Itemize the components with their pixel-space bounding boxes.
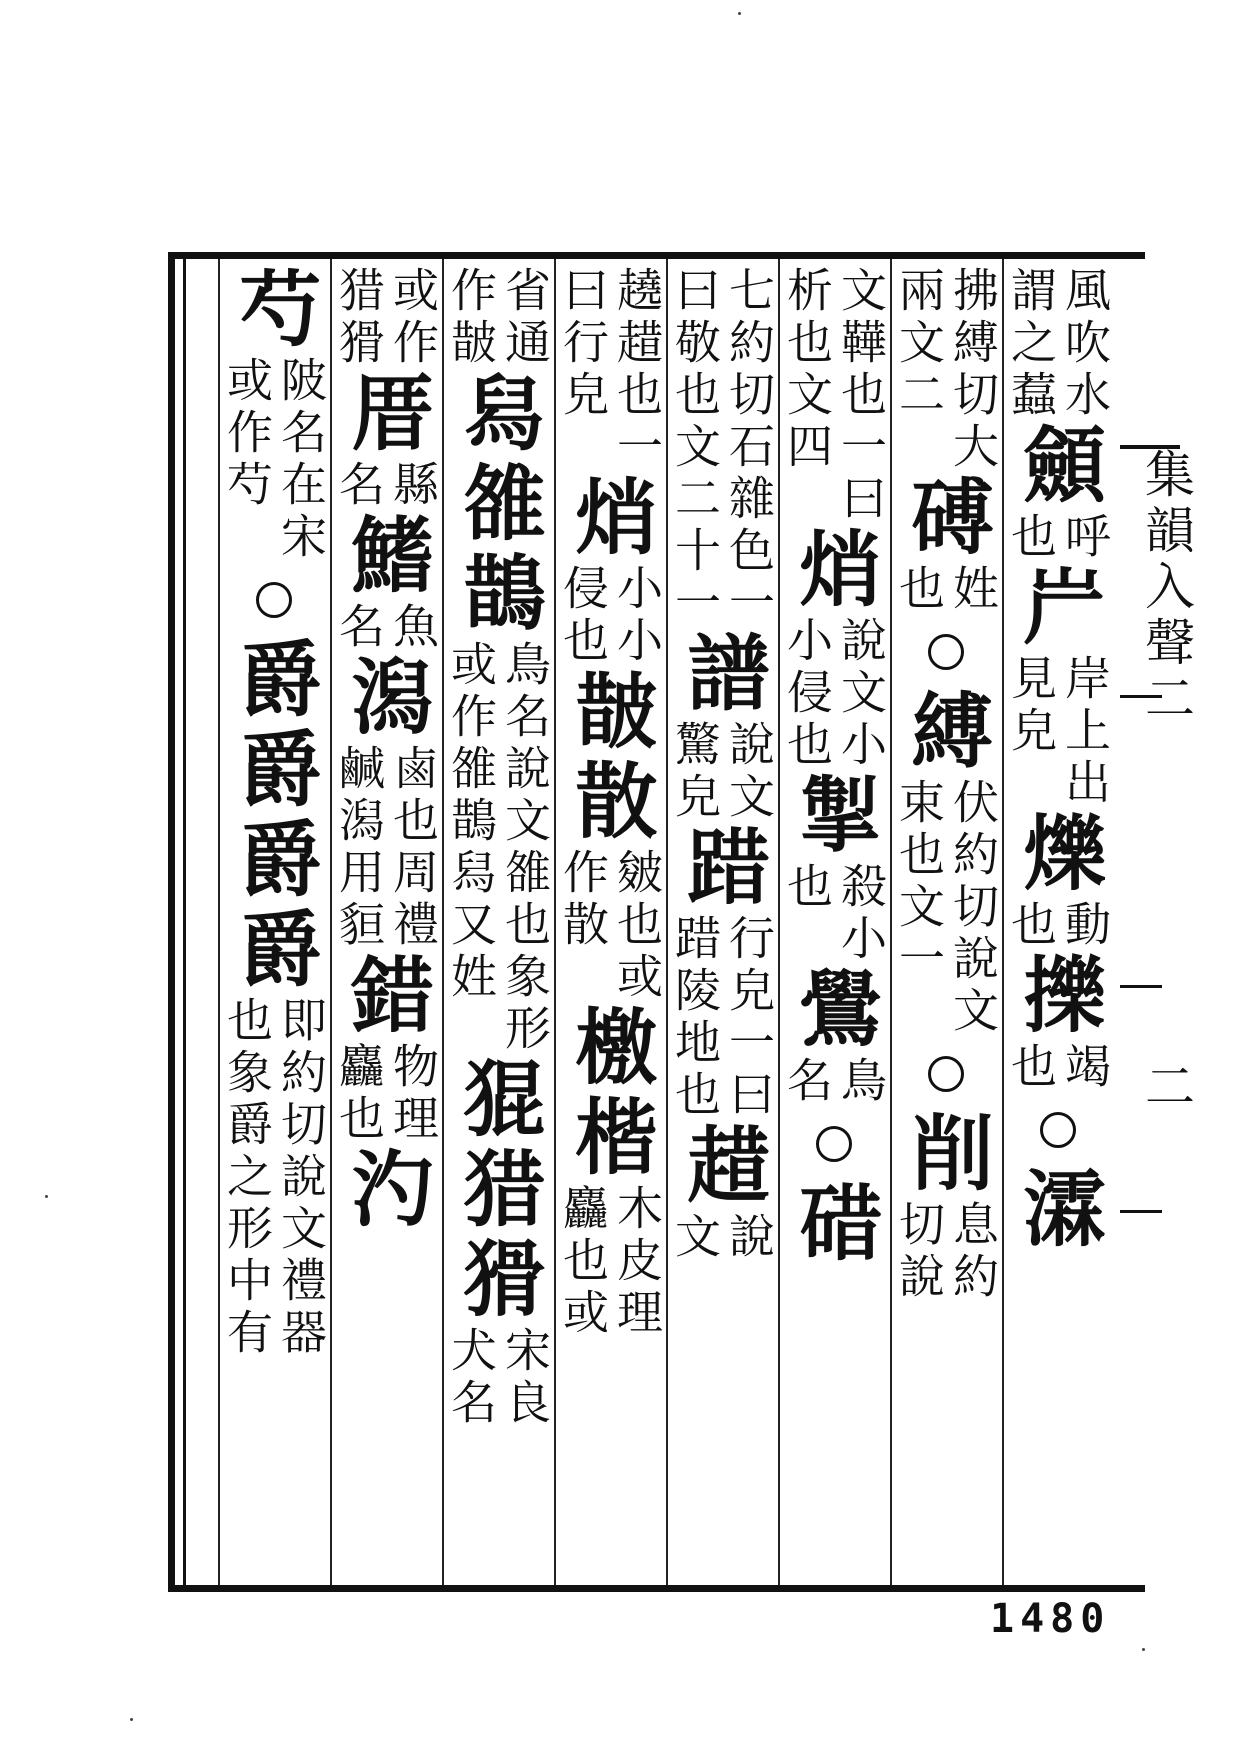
gloss-left-line: 曰行皃 [556, 266, 610, 422]
headword: 舄雒鵲 [450, 370, 546, 640]
gloss-right-line: 魚 [386, 602, 440, 654]
gloss-annotation [220, 996, 328, 1360]
scan-speck [130, 1718, 133, 1721]
section-circle-mark [816, 1126, 852, 1162]
gloss-left-line: 名 [332, 460, 386, 512]
gloss-right-line: 木皮理 [610, 1184, 664, 1340]
gloss-annotation [1004, 512, 1112, 564]
gloss-annotation [332, 1042, 440, 1146]
gloss-right-line: 殺小 [834, 862, 888, 966]
text-column [444, 266, 552, 1586]
gloss-right-line: 伏約切說文 [946, 778, 1000, 1038]
headword: 削 [898, 1110, 994, 1200]
gloss-annotation [444, 640, 552, 1056]
text-column [892, 266, 1000, 1586]
column-divider [778, 259, 780, 1585]
gloss-right-line: 皴也或 [610, 848, 664, 1004]
gloss-left-line: 作散 [556, 848, 610, 952]
gloss-left-line: 束也文一 [892, 778, 946, 986]
gloss-annotation [668, 266, 776, 630]
headword: 鰭 [338, 512, 434, 602]
gloss-annotation [556, 266, 664, 474]
margin-tick [1120, 1210, 1162, 1213]
gloss-left-line: 名 [332, 602, 386, 654]
gloss-left-line: 驚皃 [668, 720, 722, 824]
gloss-annotation [668, 720, 776, 824]
gloss-left-line: 猎猾 [332, 266, 386, 370]
gloss-right-line: 鹵也周禮 [386, 744, 440, 952]
column-divider [218, 259, 220, 1585]
gloss-annotation [780, 1056, 888, 1108]
gloss-right-line: 縣 [386, 460, 440, 512]
gloss-annotation [556, 848, 664, 1004]
gloss-right-line: 風吹水 [1058, 266, 1112, 422]
gloss-annotation [668, 1212, 776, 1264]
headword: 鷽 [786, 966, 882, 1056]
headword: 磗 [898, 474, 994, 564]
headword: 譜 [674, 630, 770, 720]
gloss-left-line: 謂之蠚 [1004, 266, 1058, 422]
column-divider [330, 259, 332, 1585]
headword: 焇 [562, 474, 658, 564]
headword: 掣 [786, 772, 882, 862]
headword: 趞 [674, 1122, 770, 1212]
column-divider [666, 259, 668, 1585]
section-circle-mark [256, 582, 292, 618]
gloss-left-line: 曰敬也文二十一 [668, 266, 722, 630]
gloss-right-line: 省通 [498, 266, 552, 370]
gloss-right-line: 陂名在宋 [274, 356, 328, 564]
gloss-annotation [892, 266, 1000, 474]
gloss-left-line: 或作雒鵲舄又姓 [444, 640, 498, 1004]
gloss-right-line: 說 [722, 1212, 776, 1264]
headword: 汋 [338, 1146, 434, 1236]
headword: 瀮 [1010, 1166, 1106, 1256]
gloss-right-line: 岸上出 [1058, 654, 1112, 810]
gloss-left-line: 也 [780, 862, 834, 914]
gloss-annotation [780, 862, 888, 966]
gloss-left-line: 犬名 [444, 1326, 498, 1430]
gloss-annotation [332, 460, 440, 512]
gloss-annotation [668, 914, 776, 1122]
gloss-annotation [1004, 900, 1112, 952]
headword: 錯 [338, 952, 434, 1042]
gloss-left-line: 也 [1004, 1042, 1058, 1094]
gloss-left-line: 也 [1004, 512, 1058, 564]
scan-speck [1142, 1648, 1145, 1651]
gloss-right-line: 宋良 [498, 1326, 552, 1430]
gloss-right-line: 動 [1058, 900, 1112, 952]
gloss-right-line: 息約 [946, 1200, 1000, 1304]
gloss-right-line: 姓 [946, 564, 1000, 616]
headword: 縛 [898, 688, 994, 778]
gloss-annotation [1004, 1042, 1112, 1094]
gloss-left-line: 見皃 [1004, 654, 1058, 758]
column-divider [442, 259, 444, 1585]
inner-border-rule [183, 258, 186, 1586]
gloss-annotation [1004, 266, 1112, 422]
gloss-right-line: 即約切說文禮器 [274, 996, 328, 1360]
text-column [780, 266, 888, 1586]
gloss-right-line: 七約切石雜色一 [722, 266, 776, 630]
gloss-right-line: 呼 [1058, 512, 1112, 564]
headword: 皵散 [562, 668, 658, 848]
gloss-left-line: 也象爵之形中有 [220, 996, 274, 1360]
text-column [668, 266, 776, 1586]
headword: 焇 [786, 526, 882, 616]
gloss-annotation [332, 602, 440, 654]
headword: 檄楷 [562, 1004, 658, 1184]
gloss-annotation [1004, 654, 1112, 810]
gloss-right-line: 說文小 [834, 616, 888, 772]
gloss-right-line: 說文 [722, 720, 776, 824]
headword: 潟 [338, 654, 434, 744]
gloss-right-line: 趬趞也一 [610, 266, 664, 474]
gloss-annotation [892, 778, 1000, 1038]
gloss-annotation [892, 564, 1000, 616]
gloss-right-line: 行皃一曰 [722, 914, 776, 1122]
column-divider [890, 259, 892, 1585]
gloss-left-line: 小侵也 [780, 616, 834, 772]
section-circle-mark [928, 634, 964, 670]
text-column [332, 266, 440, 1586]
gloss-left-line: 麤也或 [556, 1184, 610, 1340]
gloss-annotation [332, 744, 440, 952]
gloss-right-line: 小小 [610, 564, 664, 668]
gloss-annotation [892, 1200, 1000, 1304]
gloss-right-line: 文鞾也一曰 [834, 266, 888, 526]
margin-folio-number: 二 [1137, 1060, 1195, 1110]
gloss-left-line: 名 [780, 1056, 834, 1108]
scan-speck [738, 12, 741, 15]
column-divider [1002, 259, 1004, 1585]
margin-tick [1120, 985, 1162, 988]
gloss-left-line: 切說 [892, 1200, 946, 1304]
headword: 顩 [1010, 422, 1106, 512]
gloss-left-line: 也 [1004, 900, 1058, 952]
text-column [1004, 266, 1112, 1586]
gloss-annotation [780, 616, 888, 772]
text-column [556, 266, 664, 1586]
section-circle-mark [928, 1056, 964, 1092]
gloss-left-line: 鹹潟用貆 [332, 744, 386, 952]
gloss-annotation [556, 1184, 664, 1340]
gloss-right-line: 鳥名說文雒也象形 [498, 640, 552, 1056]
scan-speck [45, 1195, 48, 1198]
gloss-right-line: 竭 [1058, 1042, 1112, 1094]
gloss-left-line: 析也文四 [780, 266, 834, 474]
column-divider [554, 259, 556, 1585]
headword: 擽 [1010, 952, 1106, 1042]
margin-book-title: 集韻入聲二 [1137, 448, 1195, 728]
gloss-annotation [556, 564, 664, 668]
gloss-left-line: 踖陵地也 [668, 914, 722, 1122]
gloss-right-line: 鳥 [834, 1056, 888, 1108]
headword: 爍 [1010, 810, 1106, 900]
headword: 踖 [674, 824, 770, 914]
headword: 猑猎猾 [450, 1056, 546, 1326]
headword: 屵 [1010, 564, 1106, 654]
headword: 芍 [226, 266, 322, 356]
gloss-left-line: 也 [892, 564, 946, 616]
page-number: 1480 [990, 1596, 1111, 1642]
gloss-annotation [444, 1326, 552, 1430]
gloss-right-line: 拂縛切大 [946, 266, 1000, 474]
gloss-right-line: 物理 [386, 1042, 440, 1146]
headword: 爵爵爵爵 [226, 636, 322, 996]
gloss-annotation [780, 266, 888, 526]
gloss-left-line: 兩文二 [892, 266, 946, 422]
section-circle-mark [1040, 1112, 1076, 1148]
gloss-annotation [332, 266, 440, 370]
gloss-left-line: 或作芍 [220, 356, 274, 512]
headword: 厝 [338, 370, 434, 460]
gloss-right-line: 或作 [386, 266, 440, 370]
gloss-left-line: 侵也 [556, 564, 610, 668]
headword: 碏 [786, 1180, 882, 1270]
gloss-annotation [444, 266, 552, 370]
gloss-annotation [220, 356, 328, 564]
gloss-left-line: 文 [668, 1212, 722, 1264]
gloss-left-line: 作皵 [444, 266, 498, 370]
gloss-left-line: 麤也 [332, 1042, 386, 1146]
text-column [220, 266, 328, 1586]
